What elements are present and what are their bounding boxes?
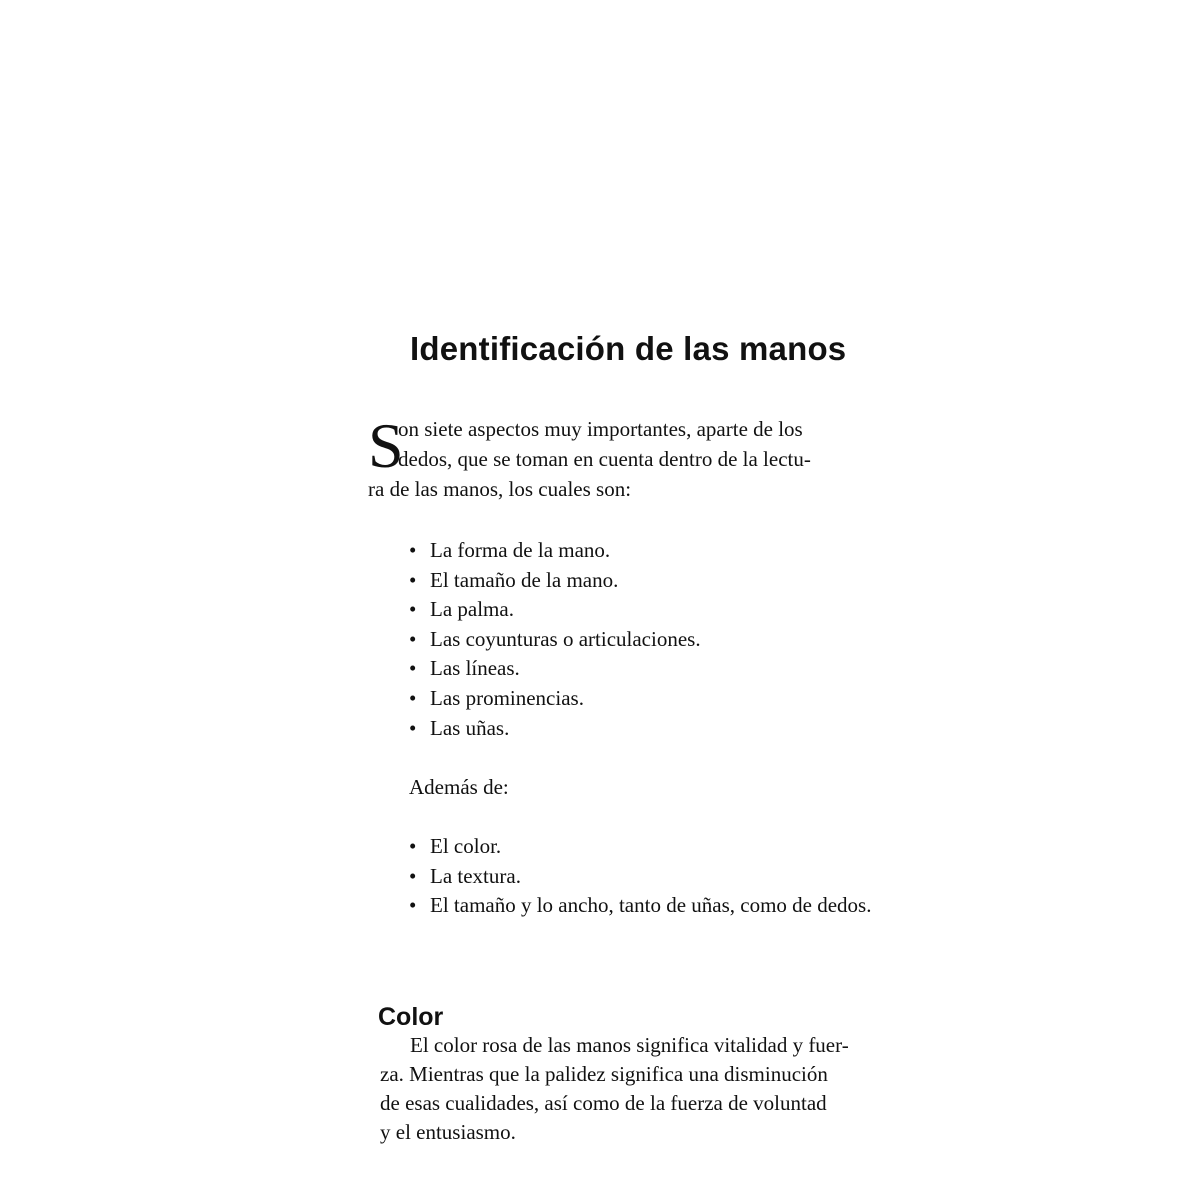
color-paragraph xyxy=(380,1030,892,1150)
list-item: • La palma. xyxy=(408,595,701,625)
list-item: • La forma de la mano. xyxy=(408,536,701,566)
list-item: • El color. xyxy=(408,832,894,862)
intro-line-2: dedos, que se toman en cuenta dentro de la lectu- xyxy=(398,447,811,471)
list-item: • Las prominencias. xyxy=(408,684,701,714)
list-item: • La textura. xyxy=(408,862,894,892)
section-heading-color: Color xyxy=(378,1003,444,1031)
list-item: • El tamaño y lo ancho, tanto de uñas, como de dedos. xyxy=(408,891,894,921)
color-line-1: El color rosa de las manos significa vitalidad y fuer- xyxy=(410,1033,849,1057)
aspects-list xyxy=(408,536,701,743)
drop-cap: S xyxy=(368,410,404,481)
ademas-label: Además de: xyxy=(409,775,509,799)
color-line-4: y el entusiasmo. xyxy=(380,1120,516,1144)
color-line-2: za. Mientras que la palidez significa una disminución xyxy=(380,1062,828,1086)
list-item: • Las uñas. xyxy=(408,714,701,744)
list-item: • El tamaño de la mano. xyxy=(408,566,701,596)
intro-line-3: ra de las manos, los cuales son: xyxy=(368,477,632,501)
chapter-title: Identificación de las manos xyxy=(410,330,847,367)
intro-line-1: on siete aspectos muy importantes, aparte de los xyxy=(398,417,803,441)
extras-list xyxy=(408,832,894,921)
intro-paragraph xyxy=(368,410,892,514)
color-line-3: de esas cualidades, así como de la fuerza de voluntad xyxy=(380,1091,827,1115)
list-item: • Las líneas. xyxy=(408,654,701,684)
list-item: • Las coyunturas o articulaciones. xyxy=(408,625,701,655)
